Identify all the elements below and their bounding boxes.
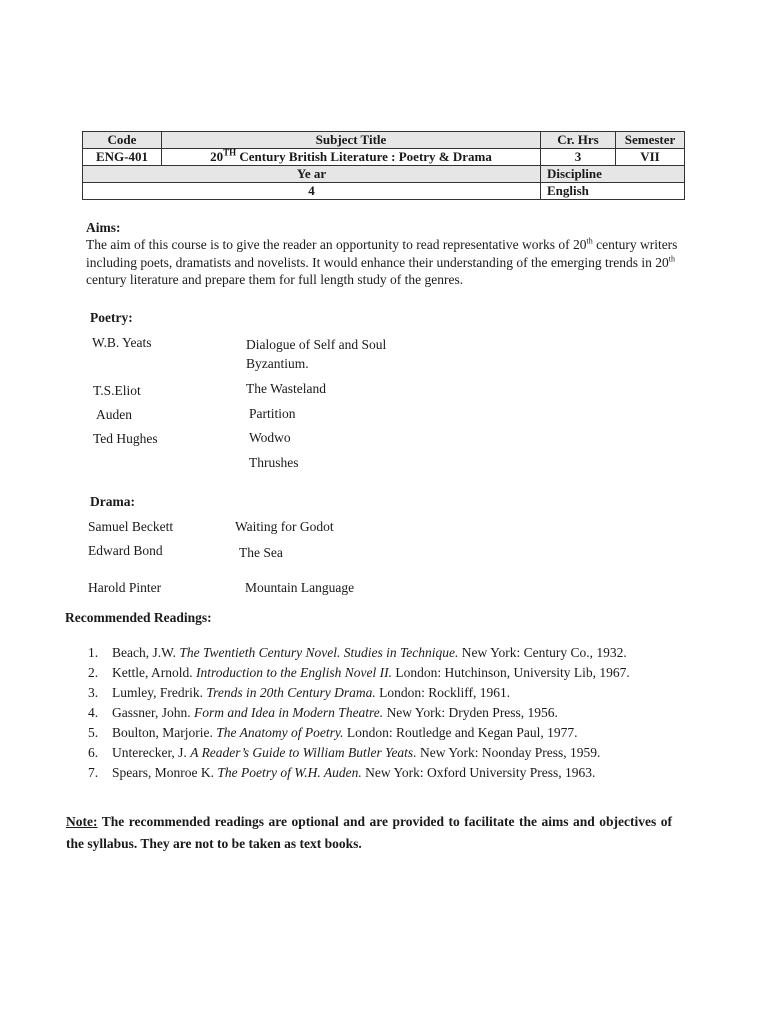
poetry-work: Partition [249, 406, 296, 421]
course-cr-hrs: 3 [541, 149, 616, 166]
poetry-author: T.S.Eliot [93, 383, 141, 398]
reading-author: Spears, Monroe K. [112, 765, 218, 780]
note-paragraph [66, 811, 672, 855]
course-discipline: English [541, 183, 685, 200]
reading-num: 2. [88, 665, 99, 680]
reading-title: The Poetry of W.H. Auden. [217, 765, 362, 780]
table-header-row-2 [83, 166, 685, 183]
reading-publication: London: Hutchinson, University Lib, 1967. [391, 665, 630, 680]
drama-work: The Sea [239, 545, 283, 560]
reading-num: 6. [88, 745, 99, 760]
aims-line-3: century literature and prepare them for full length study of the genres. [86, 272, 464, 287]
reading-title: Introduction to the English Novel II. [196, 665, 392, 680]
aims-line-2 [86, 255, 675, 271]
poetry-heading: Poetry: [90, 310, 133, 325]
course-title-rest: Century British Literature : Poetry & Drama [239, 149, 492, 164]
course-info-table [82, 131, 685, 200]
aims-line-2-sup: th [668, 254, 675, 264]
discipline-header: Discipline [541, 166, 685, 183]
list-item [88, 725, 728, 745]
reading-title: The Twentieth Century Novel. Studies in Technique. [179, 645, 459, 660]
reading-author: Unterecker, J. [112, 745, 191, 760]
year-header: Ye ar [83, 166, 541, 183]
aims-line-1 [86, 237, 677, 253]
table-row [83, 149, 685, 166]
code-header: Code [83, 132, 162, 149]
table-header-row [83, 132, 685, 149]
aims-line-1-sup: th [586, 236, 593, 246]
reading-author: Beach, J.W. [112, 645, 180, 660]
aims-line-1-a: The aim of this course is to give the reader an opportunity to read representative works of 20 [86, 237, 587, 252]
list-item [88, 645, 728, 665]
list-item [88, 685, 728, 705]
reading-author: Gassner, John. [112, 705, 194, 720]
course-title-sup: TH [223, 147, 237, 158]
aims-line-1-b: century writers [592, 237, 678, 252]
course-title [162, 149, 541, 166]
poetry-work: Wodwo [249, 430, 291, 445]
reading-publication: London: Rockliff, 1961. [375, 685, 511, 700]
aims-heading: Aims: [86, 220, 121, 235]
table-row [83, 183, 685, 200]
readings-heading: Recommended Readings: [65, 610, 212, 625]
poetry-work: Byzantium. [246, 356, 309, 371]
reading-publication: New York: Dryden Press, 1956. [383, 705, 558, 720]
reading-publication: New York: Century Co., 1932. [458, 645, 627, 660]
poetry-work: Dialogue of Self and Soul [246, 337, 387, 352]
subject-title-header: Subject Title [162, 132, 541, 149]
reading-title: The Anatomy of Poetry. [216, 725, 344, 740]
list-item [88, 745, 728, 765]
drama-author: Samuel Beckett [88, 519, 174, 534]
course-year: 4 [83, 183, 541, 200]
course-title-prefix: 20 [210, 149, 224, 164]
drama-author: Harold Pinter [88, 580, 162, 595]
readings-list [88, 645, 728, 785]
cr-hrs-header: Cr. Hrs [541, 132, 616, 149]
note-label: Note: [66, 814, 98, 829]
note-text: The recommended readings are optional and are provided to facilitate the aims and objectives of the syllabus. They are not to be taken as text books. [66, 814, 672, 851]
reading-title: Trends in 20th Century Drama. [206, 685, 376, 700]
drama-work: Mountain Language [245, 580, 355, 595]
reading-num: 5. [88, 725, 99, 740]
course-semester: VII [616, 149, 685, 166]
poetry-work: Thrushes [249, 455, 299, 470]
semester-header: Semester [616, 132, 685, 149]
reading-title: Form and Idea in Modern Theatre. [193, 705, 384, 720]
list-item [88, 665, 728, 685]
poetry-author: W.B. Yeats [92, 335, 152, 350]
reading-title: A Reader’s Guide to William Butler Yeats. [190, 745, 417, 760]
reading-author: Boulton, Marjorie. [112, 725, 217, 740]
reading-num: 7. [88, 765, 99, 780]
drama-author: Edward Bond [88, 543, 163, 558]
reading-publication: New York: Oxford University Press, 1963. [361, 765, 596, 780]
aims-line-2-a: including poets, dramatists and novelists. It would enhance their understanding of the emerging trends in 20 [86, 255, 669, 270]
drama-heading: Drama: [90, 494, 135, 509]
list-item [88, 705, 728, 725]
poetry-work: The Wasteland [246, 381, 327, 396]
reading-num: 1. [88, 645, 99, 660]
reading-author: Lumley, Fredrik. [112, 685, 207, 700]
course-code: ENG-401 [83, 149, 162, 166]
poetry-author: Auden [96, 407, 132, 422]
reading-author: Kettle, Arnold. [112, 665, 196, 680]
list-item [88, 765, 728, 785]
reading-publication: London: Routledge and Kegan Paul, 1977. [343, 725, 578, 740]
drama-work: Waiting for Godot [235, 519, 334, 534]
reading-publication: New York: Noonday Press, 1959. [416, 745, 601, 760]
poetry-author: Ted Hughes [93, 431, 158, 446]
reading-num: 4. [88, 705, 99, 720]
reading-num: 3. [88, 685, 99, 700]
